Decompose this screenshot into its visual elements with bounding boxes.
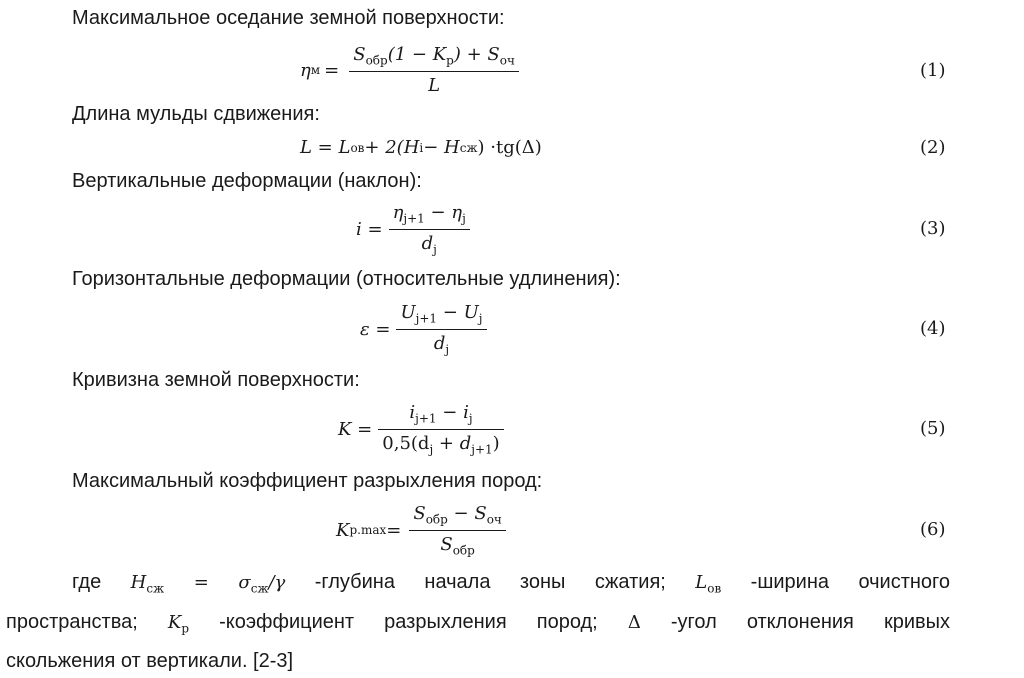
equation-number-5: (5): [920, 418, 946, 439]
eq6-fraction: $\frac{S_{обр} - S_{оч}}{S_{обр}}$: [409, 503, 506, 557]
equation-4: ε = $\frac{U_{j+1} - U_j}{d_j}$ (4): [360, 301, 946, 357]
equation-number-1: (1): [920, 60, 946, 81]
equation-5: K = $\frac{i_{j+1} - i_j}{0,5(d_j + d_{j+1})}$ (5): [338, 401, 946, 457]
heading-max-loosening-coefficient: Максимальный коэффициент разрыхления пород:: [72, 470, 543, 492]
equation-3: i = $\frac{\eta_{j+1} - \eta_j}{d_j}$ (3): [356, 201, 946, 257]
heading-max-subsidence: Максимальное оседание земной поверхности:: [72, 7, 505, 29]
equation-number-2: (2): [920, 137, 946, 158]
equation-2: L = L ов + 2(H i − H сж ) · tg(Δ) (2): [300, 137, 946, 158]
heading-vertical-deformations: Вертикальные деформации (наклон):: [72, 170, 422, 192]
explanation-line-1: где $H_{сж} = \sigma_{сж}/\gamma$ -глубина начала зоны сжатия; $L_{ов}$ -ширина очистного: [72, 571, 951, 596]
equation-number-4: (4): [920, 318, 946, 339]
heading-horizontal-deformations: Горизонтальные деформации (относительные удлинения):: [72, 268, 621, 290]
explanation-line-3: скольжения от вертикали. [2-3]: [6, 650, 294, 673]
eq5-fraction: $\frac{i_{j+1} - i_j}{0,5(d_j + d_{j+1})}$: [378, 402, 503, 456]
eq1-lhs: η: [300, 59, 311, 81]
equation-1: η м = $\frac{S_{обр}(1 - K_р) + S_{оч}}{L}$ (1): [300, 44, 946, 96]
explanation-line-2: пространства; $K_р$ -коэффициент разрыхления пород; Δ -угол отклонения кривых: [6, 610, 950, 636]
eq4-fraction: $\frac{U_{j+1} - U_j}{d_j}$: [396, 302, 486, 356]
equation-number-3: (3): [920, 218, 946, 239]
eq3-fraction: $\frac{\eta_{j+1} - \eta_j}{d_j}$: [389, 202, 470, 256]
eq1-fraction: $\frac{S_{обр}(1 - K_р) + S_{оч}}{L}$: [349, 44, 519, 96]
heading-curvature: Кривизна земной поверхности:: [72, 369, 360, 391]
heading-trough-length: Длина мульды сдвижения:: [72, 103, 320, 125]
explanation-paragraph: [6, 566, 950, 678]
equation-number-6: (6): [920, 519, 946, 540]
equation-6: K р.max = $\frac{S_{обр} - S_{оч}}{S_{обр}}$ (6): [336, 502, 946, 558]
